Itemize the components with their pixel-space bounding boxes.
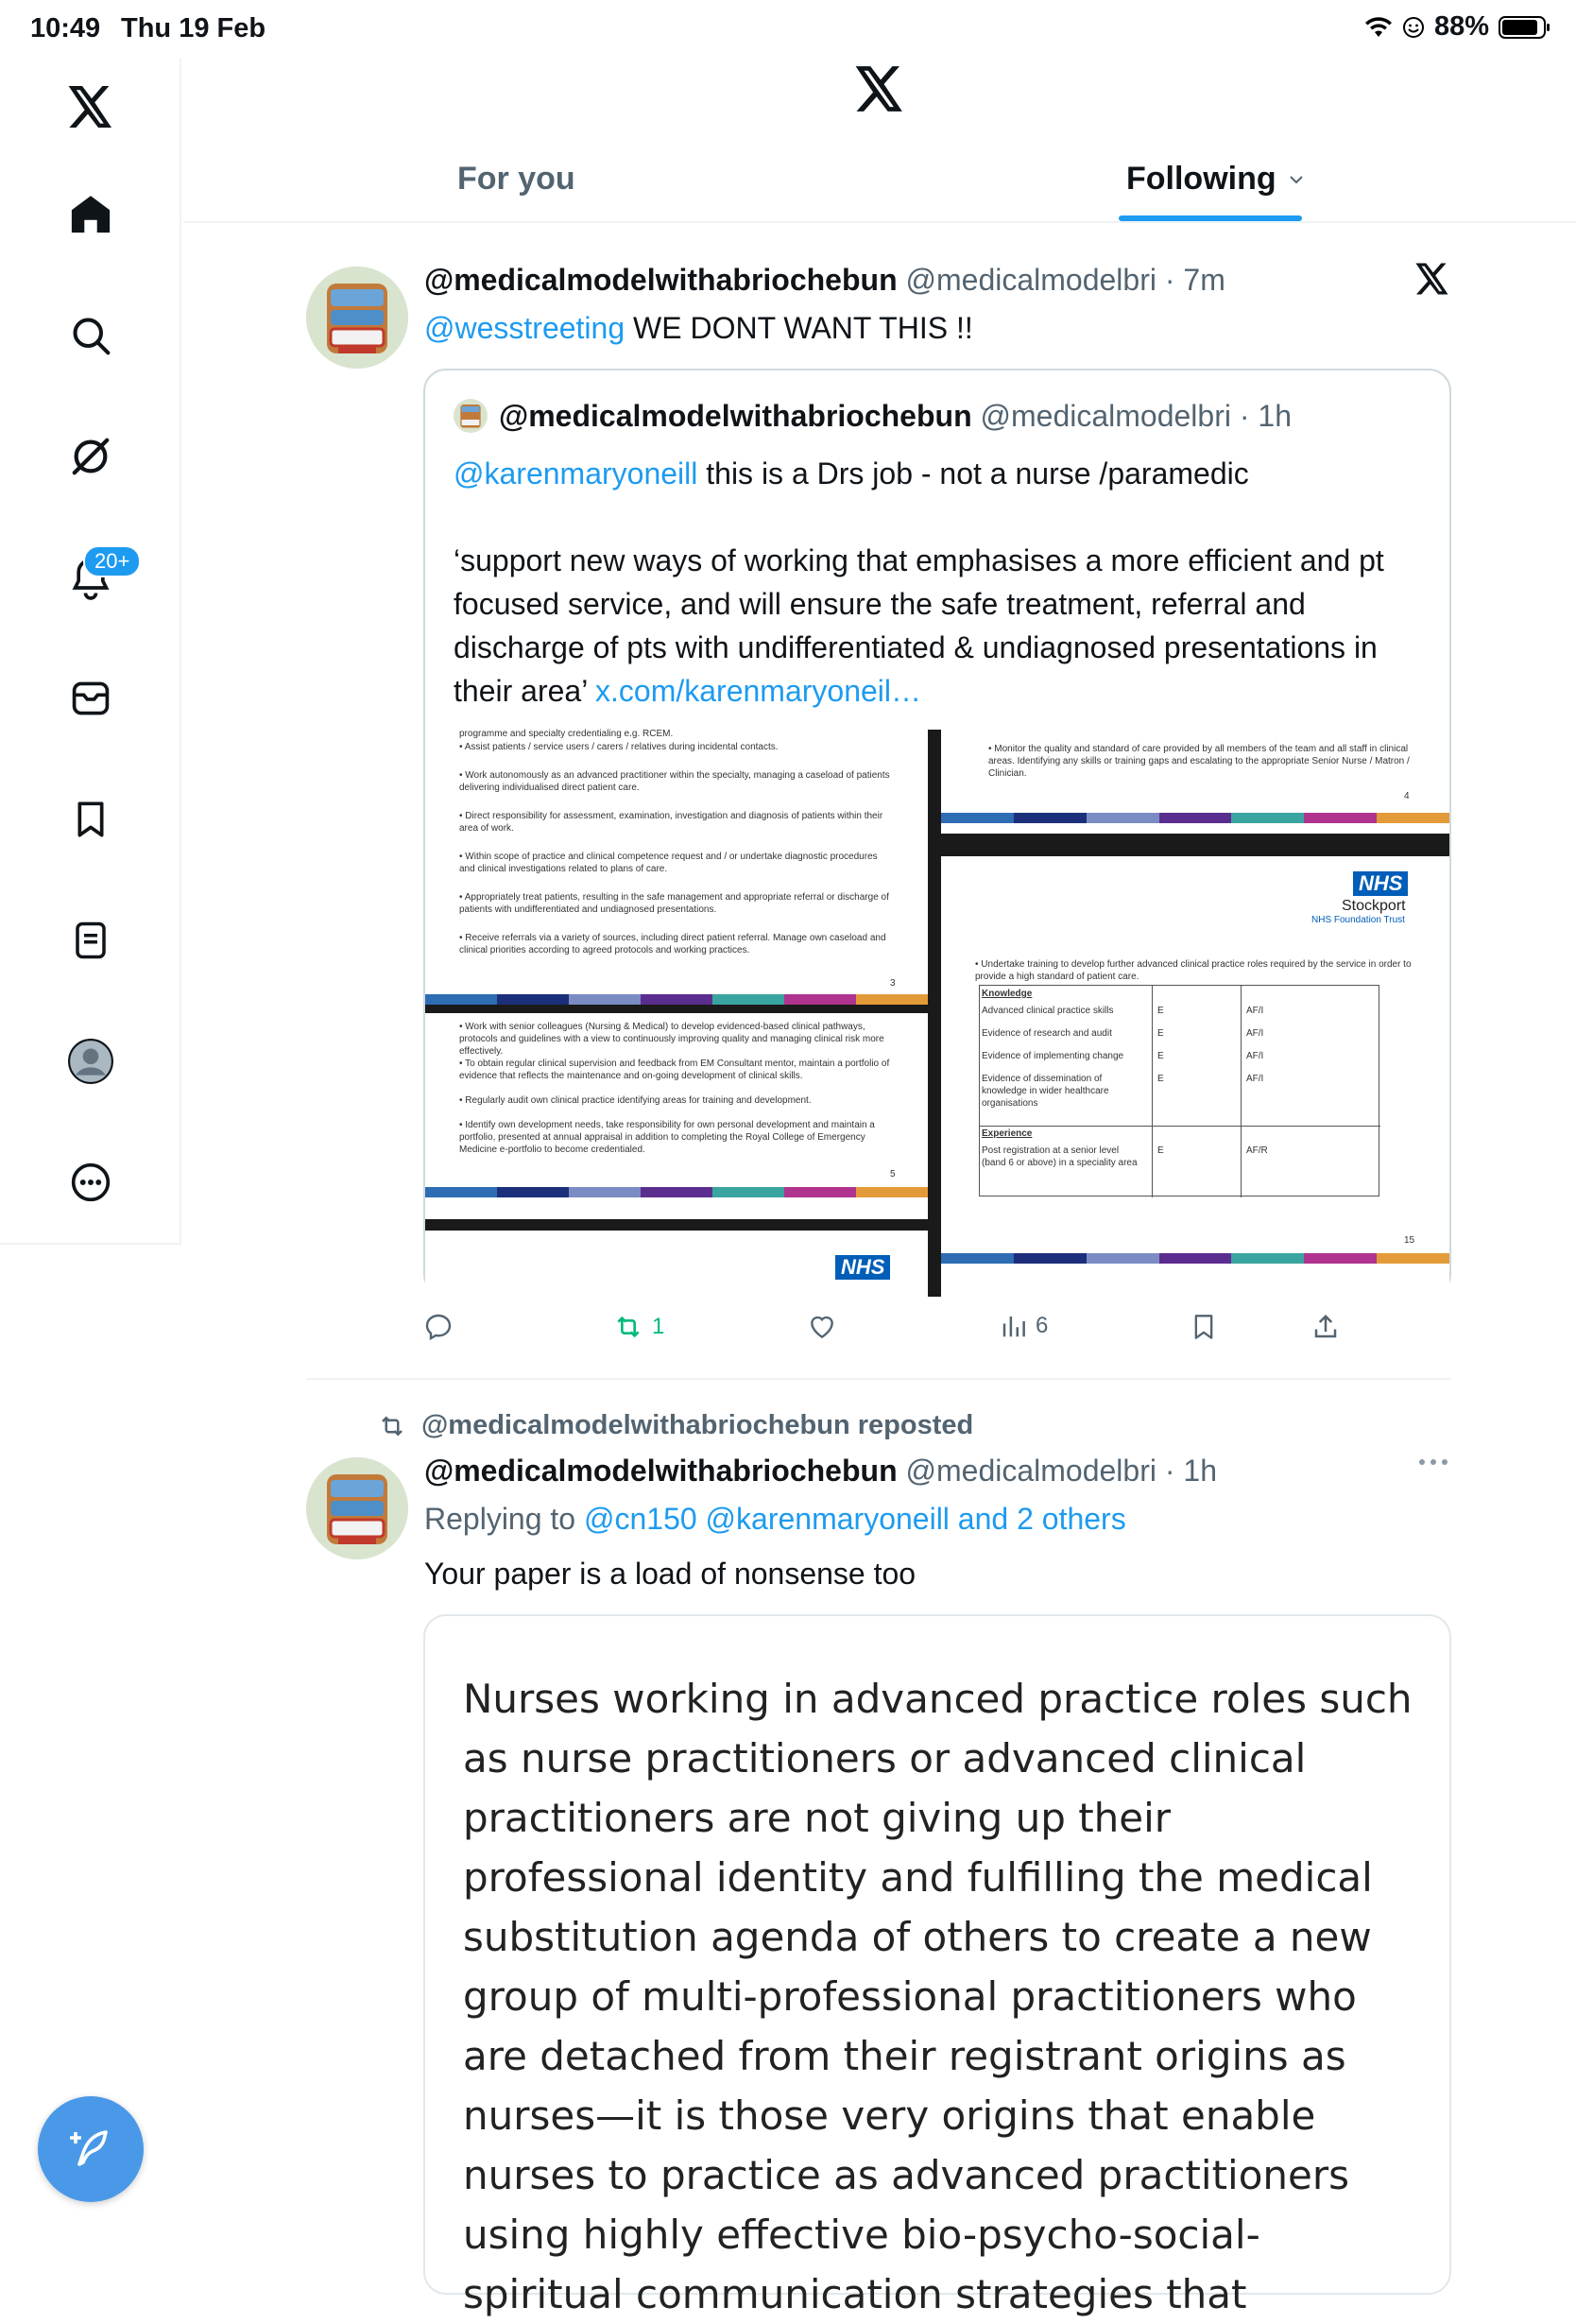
doc-page-4 — [941, 730, 1449, 834]
doc-page15-bullet: • Undertake training to develop further advanced clinical practice roles required by the service in order to provide a high standard of patient care. — [975, 959, 1412, 982]
doc-page-5 — [425, 1013, 928, 1219]
doc-bullet: • Work with senior colleagues (Nursing & Medical) to develop evidenced-based clinical pathways, protocols and guidelines with a view to continuously improving quality and managing clinical risk more effectively. — [459, 1022, 884, 1057]
status-time: 10:49 — [30, 13, 101, 43]
table-exp-e: E — [1157, 1145, 1164, 1156]
like-button[interactable] — [807, 1312, 837, 1342]
wifi-icon — [1364, 16, 1393, 39]
header-x-logo-icon[interactable] — [855, 66, 904, 115]
more-icon[interactable] — [58, 1149, 124, 1215]
tweet-handle[interactable]: @medicalmodelbri — [905, 1454, 1156, 1488]
doc-bullet: • Receive referrals via a variety of sources, including direct patient referral. Manage own caseload and clinical priorities according to agreed protocols and working practices. — [459, 933, 886, 955]
tweet-actions — [423, 1312, 1368, 1357]
reply-button[interactable] — [423, 1312, 454, 1342]
battery-icon — [1499, 16, 1546, 39]
doc-table-cell: Advanced clinical practice skills — [982, 1006, 1114, 1016]
doc-bullet: • Regularly audit own clinical practice identifying areas for training and development. — [459, 1095, 812, 1106]
repost-label-text[interactable]: @medicalmodelwithabriochebun reposted — [421, 1410, 974, 1440]
quote-line1: this is a Drs job - not a nurse /paramedic — [706, 456, 1249, 491]
doc-bullet: • Assist patients / service users / carers / relatives during incidental contacts. — [459, 742, 779, 752]
heart-icon — [807, 1312, 837, 1342]
doc-table-cell: Evidence of implementing change — [982, 1051, 1124, 1061]
tab-for-you[interactable]: For you — [457, 161, 575, 197]
more-options-icon[interactable] — [1419, 1459, 1448, 1465]
reply-icon — [423, 1312, 454, 1342]
sidebar-divider — [0, 1243, 181, 1245]
grok-x-icon[interactable] — [1415, 263, 1453, 301]
attached-text: Nurses working in advanced practice roles such as nurse practitioners or advanced clinical practitioners are not giving up their professional identity and fulfilling the medical substitution agenda of others to create a new group of multi-professional practitioners who are detached from their registrant origins as nurses—it is those very origins that enable nurses to practice as advanced practitioners using highly effective bio-psycho-social-spiritual communication strategies that — [463, 1676, 1413, 2317]
views-icon — [1000, 1312, 1028, 1340]
focus-smiley-icon — [1402, 16, 1425, 39]
quote-text — [454, 452, 1436, 495]
doc-page-15 — [941, 856, 1449, 1297]
chevron-down-icon — [1288, 174, 1305, 185]
doc-table-cell: E — [1157, 1028, 1164, 1039]
avatar[interactable] — [306, 1457, 408, 1559]
table-exp-label: Post registration at a senior level (band 6 or above) in a speciality area — [982, 1145, 1138, 1168]
views-button[interactable] — [1000, 1312, 1048, 1340]
profile-avatar-icon[interactable] — [58, 1028, 124, 1094]
tab-following-label: Following — [1126, 161, 1276, 197]
home-icon[interactable] — [58, 181, 124, 248]
quote-avatar — [454, 399, 488, 433]
doc-page5-number: 5 — [890, 1169, 896, 1179]
compose-feather-icon — [68, 2126, 113, 2172]
doc-table-cell: AF/I — [1246, 1028, 1264, 1039]
battery-percent: 88% — [1433, 11, 1489, 42]
quote-document-image[interactable] — [425, 730, 1449, 1297]
doc-page4-number: 4 — [1404, 791, 1410, 801]
doc-stripe — [425, 994, 928, 1005]
repost-count: 1 — [652, 1314, 665, 1339]
tweet-mention-link[interactable]: @wesstreeting — [424, 311, 625, 345]
compose-button[interactable] — [38, 2096, 144, 2202]
messages-icon[interactable] — [58, 665, 124, 732]
quote-link[interactable]: x.com/karenmaryoneil… — [595, 674, 921, 708]
timeline-tabs — [183, 142, 1576, 223]
doc-table-cell: E — [1157, 1006, 1164, 1016]
quote-time: 1h — [1258, 399, 1292, 433]
tweet-time[interactable]: 7m — [1183, 263, 1225, 297]
doc-page4-text: • Monitor the quality and standard of care provided by all members of the team and all staff in clinical areas. Identifying any skills or training gaps and escalating to the appropriate Senior Nurse / Matron / Clinician. — [988, 744, 1410, 779]
doc-bullet: • To obtain regular clinical supervision and feedback from EM Consultant mentor, maintain a portfolio of evidence that reflects the maintenance and on-going development of clinical skills. — [459, 1059, 890, 1081]
doc-stripe — [425, 1187, 928, 1197]
lists-icon[interactable] — [58, 907, 124, 973]
replying-to-link[interactable]: @cn150 @karenmaryoneill and 2 others — [583, 1502, 1126, 1536]
doc-stripe — [941, 1253, 1449, 1264]
doc-bullet: • Work autonomously as an advanced practitioner within the specialty, managing a caseload of patients delivering individualised direct patient care. — [459, 770, 890, 793]
quote-mention-link[interactable]: @karenmaryoneill — [454, 456, 698, 491]
doc-page-6 — [425, 1231, 928, 1297]
bookmark-button[interactable] — [1191, 1312, 1217, 1342]
doc-table-cell: E — [1157, 1051, 1164, 1061]
share-button[interactable] — [1311, 1312, 1340, 1342]
doc-table-cell: E — [1157, 1074, 1164, 1084]
doc-bullet: • Direct responsibility for assessment, examination, investigation and diagnosis of patients within their area of work. — [459, 811, 883, 834]
status-date: Thu 19 Feb — [121, 13, 266, 43]
active-tab-indicator — [1119, 215, 1302, 221]
tweet-body: WE DONT WANT THIS !! — [633, 311, 973, 345]
views-count: 6 — [1036, 1313, 1049, 1338]
bookmark-icon — [1191, 1312, 1217, 1342]
x-logo-icon[interactable] — [58, 74, 124, 140]
doc-bullet: • Within scope of practice and clinical competence request and / or undertake diagnostic procedures and clinical investigations related to plans of care. — [459, 852, 878, 874]
tweet-text — [424, 306, 973, 350]
nhs-logo-2: NHS — [835, 1255, 890, 1280]
status-bar — [0, 0, 1576, 59]
replying-to — [424, 1497, 1126, 1541]
bookmarks-icon[interactable] — [58, 786, 124, 852]
battery-fill — [1502, 20, 1537, 35]
attached-text-image[interactable] — [423, 1614, 1451, 2317]
quote-body-text: ‘support new ways of working that emphasises a more efficient and pt focused service, and will ensure the safe treatment, referral and discharge of pts with undifferentiated & undiagnosed presentations in their area’ — [454, 543, 1384, 708]
doc-table-cell: Evidence of dissemination of knowledge in wider healthcare organisations — [982, 1074, 1109, 1109]
repost-indicator — [376, 1410, 973, 1441]
quote-handle: @medicalmodelbri — [980, 399, 1231, 433]
tweet-handle[interactable]: @medicalmodelbri — [905, 263, 1156, 297]
doc-stripe — [941, 813, 1449, 823]
grok-icon[interactable] — [58, 423, 124, 490]
doc-page15-number: 15 — [1404, 1235, 1415, 1246]
quote-display-name: @medicalmodelwithabriochebun — [499, 399, 972, 433]
doc-bullet: • Identify own development needs, take responsibility for own personal development and maintain a portfolio, presented at annual appraisal in addition to completing the Royal College of Emergency Medicine e-portfolio to become credentialed. — [459, 1120, 875, 1155]
doc-page3-number: 3 — [890, 978, 896, 989]
share-icon — [1311, 1312, 1340, 1342]
notifications-badge: 20+ — [83, 545, 141, 577]
tweet-time[interactable]: 1h — [1183, 1454, 1217, 1488]
status-right — [1364, 11, 1546, 43]
nhs-trust: NHS Foundation Trust — [1311, 915, 1405, 925]
quoted-tweet[interactable] — [423, 369, 1451, 1297]
quote-body — [454, 539, 1436, 713]
tweet-display-name[interactable]: @medicalmodelwithabriochebun — [424, 1454, 898, 1488]
doc-table-cell: AF/I — [1246, 1006, 1264, 1016]
repost-button[interactable] — [612, 1312, 664, 1342]
nhs-org: Stockport — [1342, 898, 1406, 914]
tweet-header: @medicalmodelwithabriochebun @medicalmodelbri · 1h — [424, 1454, 1217, 1488]
doc-page-3 — [425, 730, 928, 1004]
repost-icon — [376, 1412, 408, 1440]
quote-header: @medicalmodelwithabriochebun @medicalmodelbri · 1h — [499, 399, 1292, 433]
avatar[interactable] — [306, 267, 408, 369]
tweet-divider — [306, 1378, 1451, 1380]
doc-page3-top: programme and specialty credentialing e.g. RCEM. — [459, 729, 674, 739]
table-head-knowledge: Knowledge — [982, 989, 1033, 999]
table-head-experience: Experience — [982, 1128, 1033, 1139]
doc-bullet: • Appropriately treat patients, resulting in the safe management and appropriate referral or discharge of patients with undifferentiated and undiagnosed presentations. — [459, 892, 889, 915]
table-exp-af: AF/R — [1246, 1145, 1268, 1156]
replying-prefix: Replying to — [424, 1502, 576, 1536]
tab-following[interactable] — [1126, 161, 1305, 198]
doc-table-cell: AF/I — [1246, 1074, 1264, 1084]
search-icon[interactable] — [58, 302, 124, 369]
doc-table-cell: AF/I — [1246, 1051, 1264, 1061]
nhs-logo: NHS — [1353, 871, 1408, 896]
repost-icon — [612, 1312, 644, 1342]
tweet-header: @medicalmodelwithabriochebun @medicalmodelbri · 7m — [424, 263, 1225, 297]
tweet-text: Your paper is a load of nonsense too — [424, 1557, 916, 1591]
doc-table — [979, 985, 1379, 1196]
tweet-display-name[interactable]: @medicalmodelwithabriochebun — [424, 263, 898, 297]
doc-table-cell: Evidence of research and audit — [982, 1028, 1112, 1039]
